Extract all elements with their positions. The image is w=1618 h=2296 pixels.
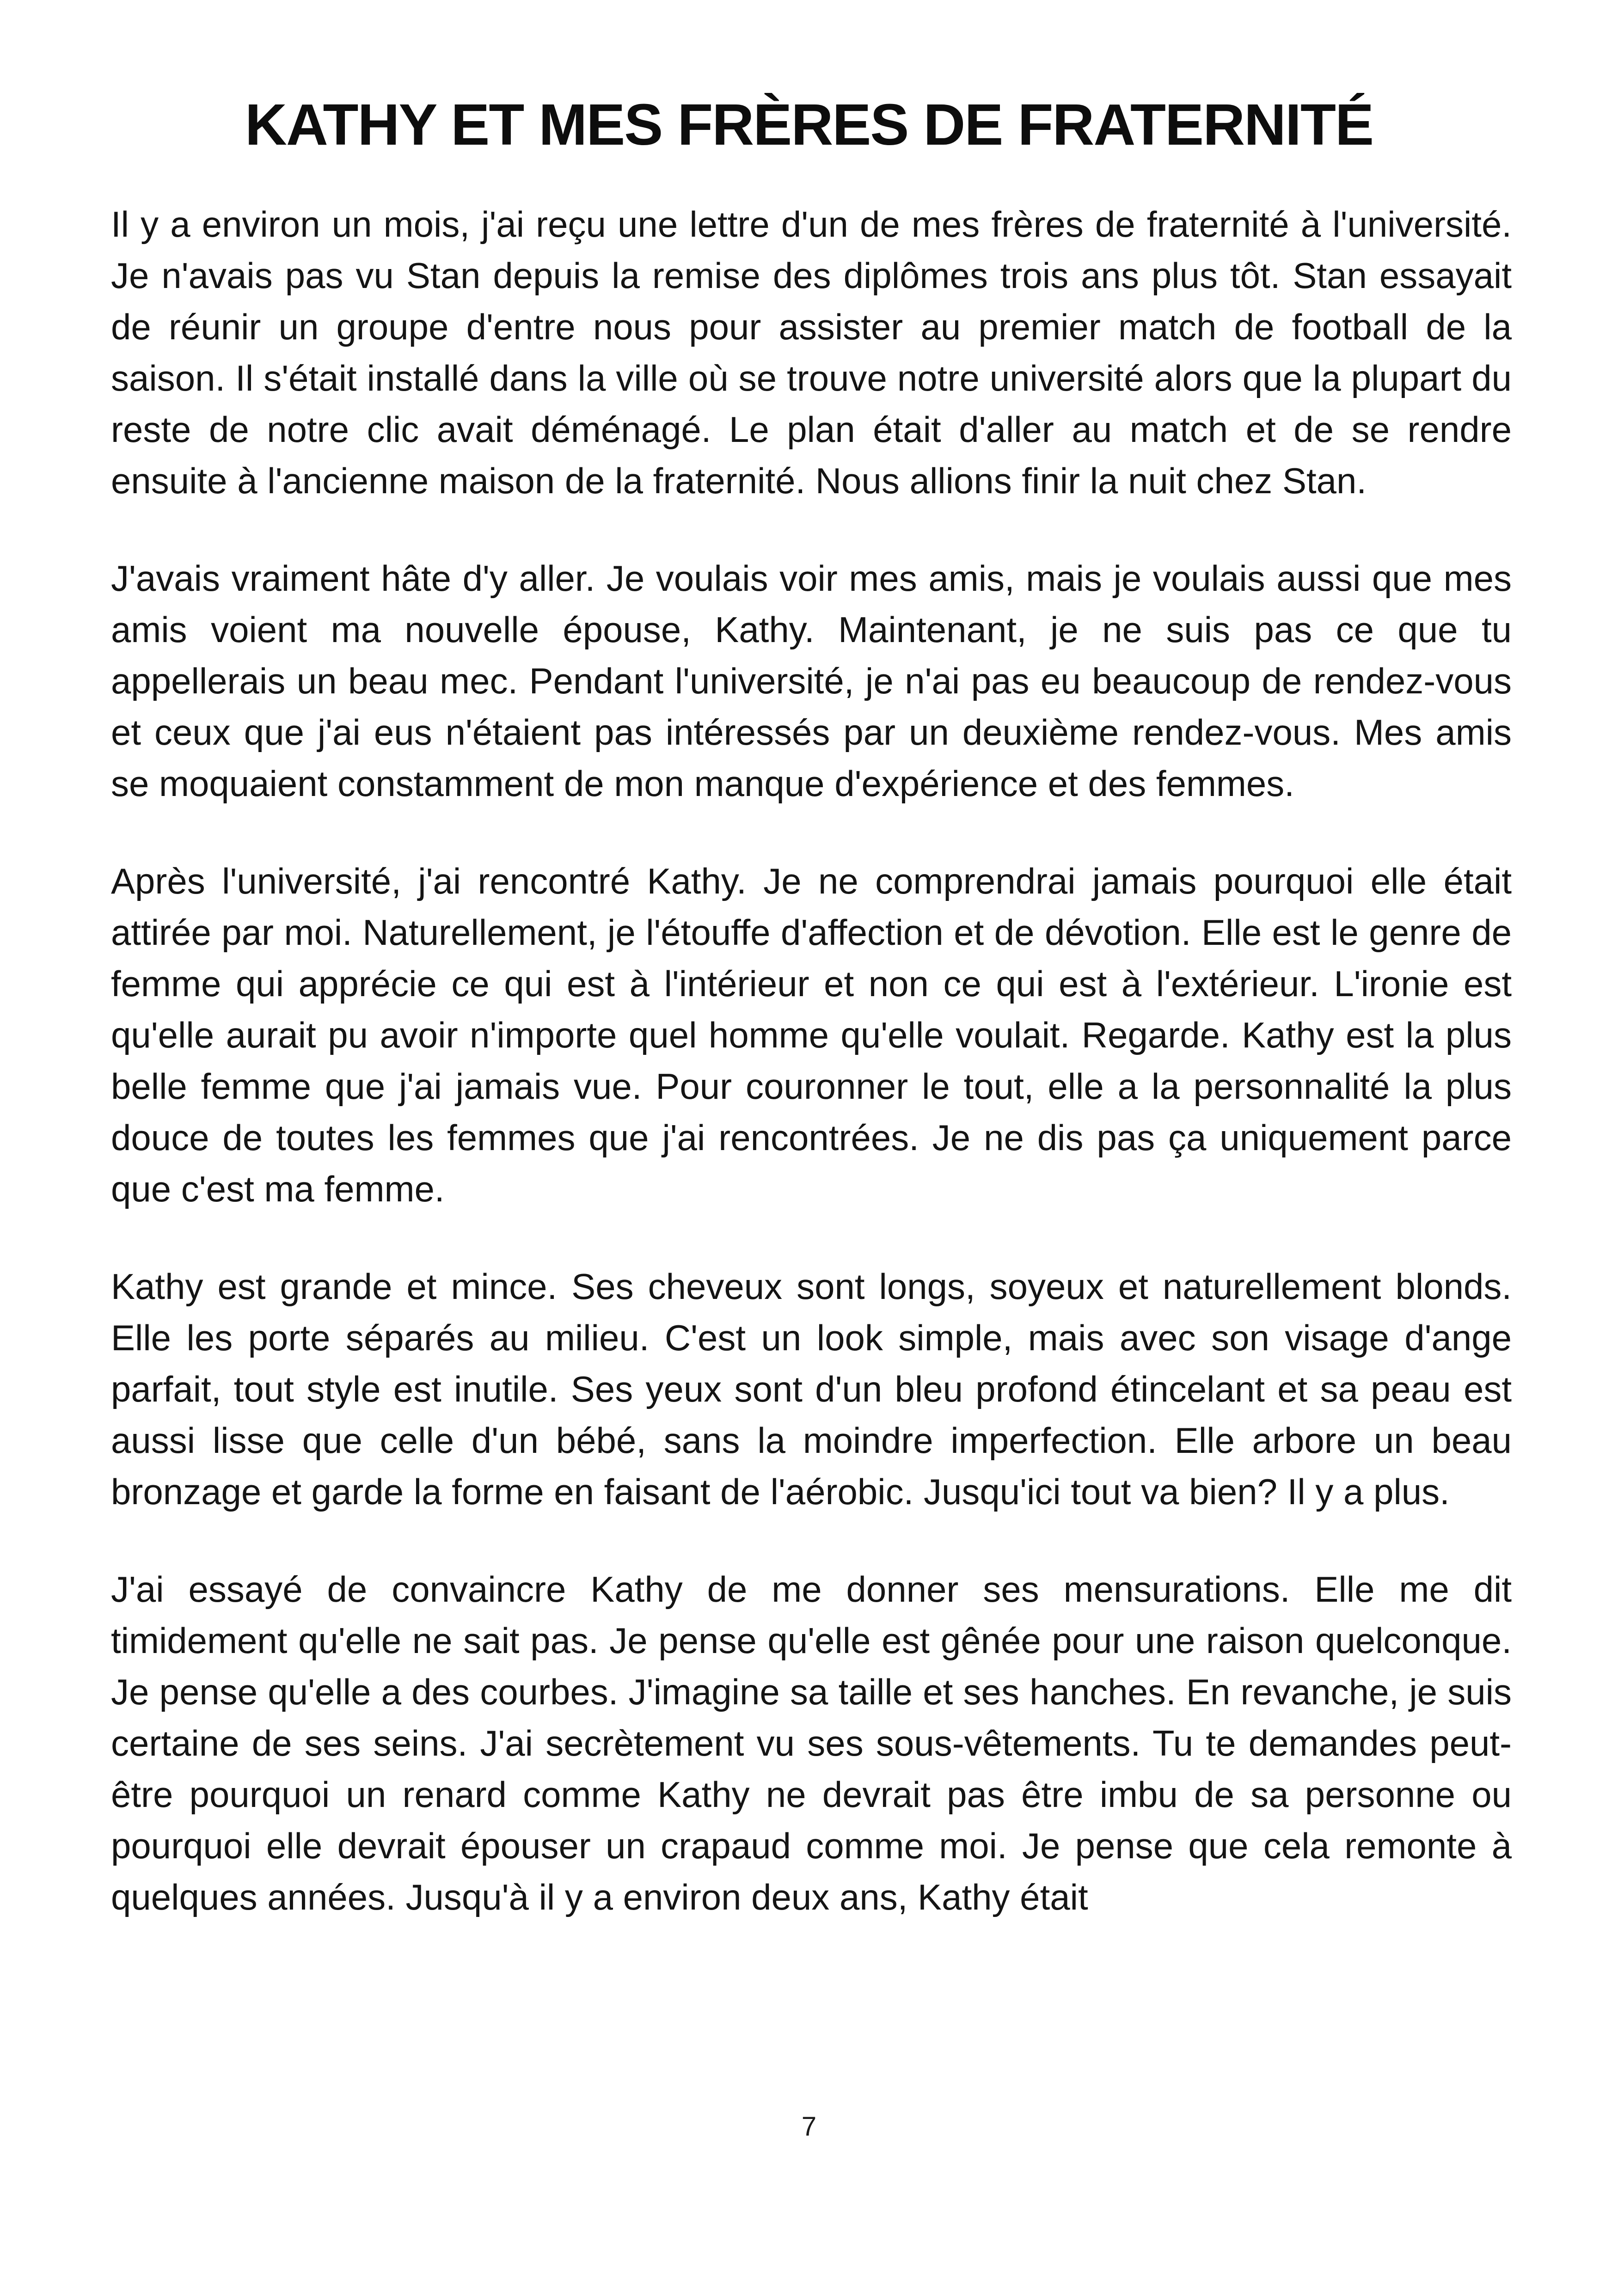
page-title: KATHY ET MES FRÈRES DE FRATERNITÉ <box>245 92 1373 157</box>
page-number: 7 <box>801 2112 817 2142</box>
paragraph-3: Après l'université, j'ai rencontré Kathy. Je ne comprendrai jamais pourquoi elle était attirée par moi. Naturellement, je l'étouffe d'affection et de dévotion. Elle est le genre de femme qui apprécie ce qui est à l'intérieur et non ce qui est à l'extérieur. L'ironie est qu'elle aurait pu avoir n'importe quel homme qu'elle voulait. Regarde. Kathy est la plus belle femme que j'ai jamais vue. Pour couronner le tout, elle a la personnalité la plus douce de toutes les femmes que j'ai rencontrées. Je ne dis pas ça uniquement parce que c'est ma femme. <box>111 861 1512 1209</box>
paragraph-1: Il y a environ un mois, j'ai reçu une lettre d'un de mes frères de fraternité à l'université. Je n'avais pas vu Stan depuis la remise des diplômes trois ans plus tôt. Stan essayait de réunir un groupe d'entre nous pour assister au premier match de football de la saison. Il s'était installé dans la ville où se trouve notre université alors que la plupart du reste de notre clic avait déménagé. Le plan était d'aller au match et de se rendre ensuite à l'ancienne maison de la fraternité. Nous allions finir la nuit chez Stan. <box>111 204 1512 501</box>
paragraph-2: J'avais vraiment hâte d'y aller. Je voulais voir mes amis, mais je voulais aussi que mes amis voient ma nouvelle épouse, Kathy. Maintenant, je ne suis pas ce que tu appellerais un beau mec. Pendant l'université, je n'ai pas eu beaucoup de rendez-vous et ceux que j'ai eus n'étaient pas intéressés par un deuxième rendez-vous. Mes amis se moquaient constamment de mon manque d'expérience et des femmes. <box>111 558 1512 804</box>
paragraph-5: J'ai essayé de convaincre Kathy de me donner ses mensurations. Elle me dit timidement qu'elle ne sait pas. Je pense qu'elle est gênée pour une raison quelconque. Je pense qu'elle a des courbes. J'imagine sa taille et ses hanches. En revanche, je suis certaine de ses seins. J'ai secrètement vu ses sous-vêtements. Tu te demandes peut-être pourquoi un renard comme Kathy ne devrait pas être imbu de sa personne ou pourquoi elle devrait épouser un crapaud comme moi. Je pense que cela remonte à quelques années. Jusqu'à il y a environ deux ans, Kathy était <box>111 1569 1512 1917</box>
paragraph-4: Kathy est grande et mince. Ses cheveux sont longs, soyeux et naturellement blonds. Elle les porte séparés au milieu. C'est un look simple, mais avec son visage d'ange parfait, tout style est inutile. Ses yeux sont d'un bleu profond étincelant et sa peau est aussi lisse que celle d'un bébé, sans la moindre imperfection. Elle arbore un beau bronzage et garde la forme en faisant de l'aérobic. Jusqu'ici tout va bien? Il y a plus. <box>111 1266 1512 1512</box>
body-text <box>111 199 1512 1969</box>
